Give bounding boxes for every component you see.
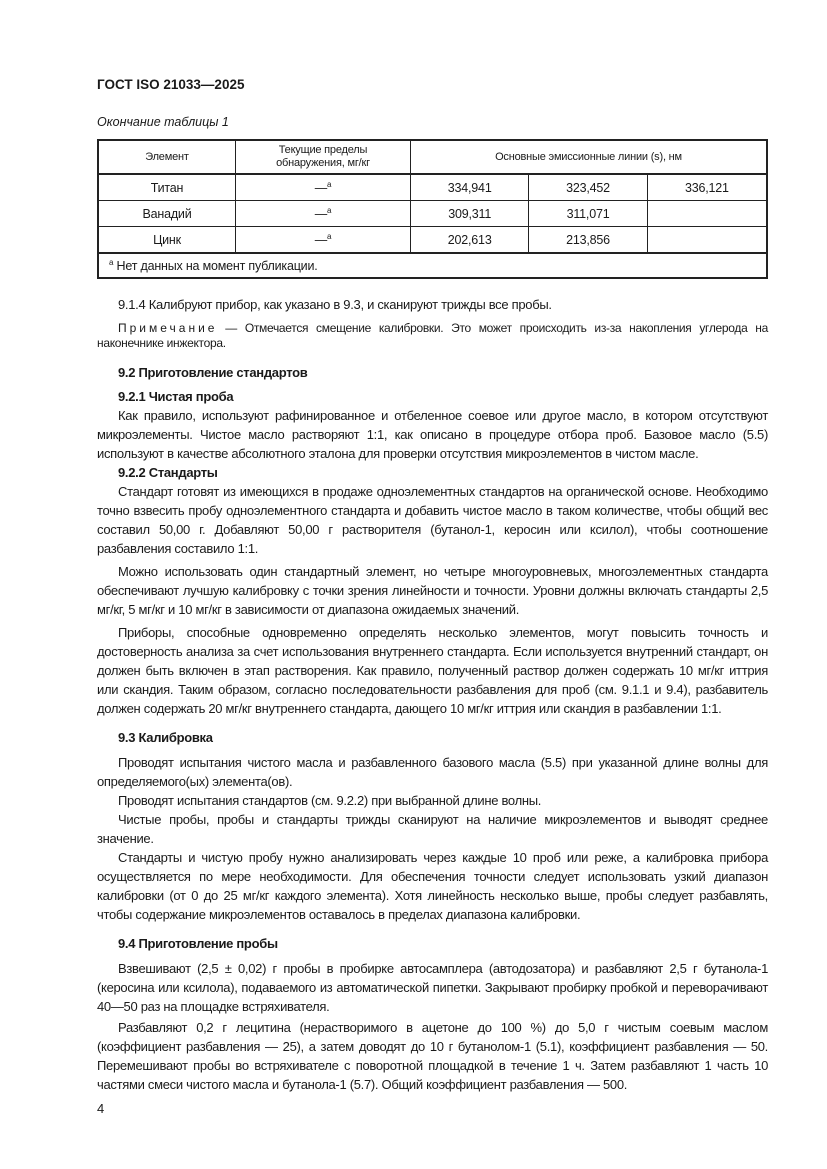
note: Примечание — Отмечается смещение калибровки. Это может происходить из-за накопления углерода на наконечнике инжектора. <box>97 321 768 350</box>
section-9-3 <box>97 728 768 924</box>
paragraph: Можно использовать один стандартный элемент, но четыре многоуровневых, многоэлементных стандарта обеспечивают лучшую калибровку с точки зрения линейности и точности. Уровни должны включать стандарты 2,5 мг/кг, 5 мг/кг и 10 мг/кг в зависимости от диапазона ожидаемых значений. <box>97 564 768 617</box>
cell-element: Цинк <box>98 227 236 254</box>
col-header-limits: Текущие пределы обнаружения, мг/кг <box>236 140 411 174</box>
cell-limit: —$^a$ <box>236 201 411 227</box>
emission-lines-table <box>97 139 768 279</box>
paragraph: Стандарт готовят из имеющихся в продаже одноэлементных стандартов на органической основе. Необходимо точно взвесить пробу одноэлементного стандарта и добавить чистое масло в таком количестве, чтобы общий вес составил 50,00 г. Добавляют 50,00 г растворителя (бутанол-1, керосин или ксилол), чтобы соотношение разбавления составило 1:1. <box>97 484 768 556</box>
cell-limit: —$^a$ <box>236 174 411 201</box>
table-row <box>98 227 767 254</box>
table-footnote: $^a$ Нет данных на момент публикации. <box>98 253 767 278</box>
table-header-row <box>98 140 767 174</box>
paragraph: 9.1.4 Калибруют прибор, как указано в 9.3, и сканируют трижды все пробы. <box>118 297 552 312</box>
cell-line: 336,121 <box>647 174 767 201</box>
paragraph: Проводят испытания стандартов (см. 9.2.2) при выбранной длине волны. <box>118 793 542 808</box>
section-9-2 <box>97 363 768 718</box>
cell-line <box>647 201 767 227</box>
cell-line: 213,856 <box>529 227 647 254</box>
subsection-heading: 9.2.1 Чистая проба <box>118 389 234 404</box>
section-9-4 <box>97 934 768 1094</box>
paragraph: Взвешивают (2,5 ± 0,02) г пробы в пробирке автосамплера (автодозатора) и разбавляют 2,5 г бутанола-1 (керосина или ксилола), подаваемого из автоматической пипетки. Закрывают пробирку пробкой и переворачивают 40—50 раз на площадке встряхивателя. <box>97 961 768 1014</box>
note-label: Примечание <box>118 321 218 335</box>
cell-element: Ванадий <box>98 201 236 227</box>
table-footnote-row <box>98 253 767 278</box>
table-row <box>98 174 767 201</box>
cell-line: 309,311 <box>411 201 529 227</box>
subsection-heading: 9.2.2 Стандарты <box>118 465 218 480</box>
table-row <box>98 201 767 227</box>
cell-limit: —$^a$ <box>236 227 411 254</box>
col-header-lines: Основные эмиссионные линии (s), нм <box>411 140 768 174</box>
paragraph: Приборы, способные одновременно определять несколько элементов, могут повысить точность и достоверность анализа за счет использования внутреннего стандарта. Если используется внутренний стандарт, он должен быть включен в этап растворения. Как правило, полученный раствор должен содержать 10 мг/кг иттрия или скандия. Таким образом, согласно последовательности разбавления для проб (см. 9.1.1 и 9.4), разбавитель должен содержать 20 мг/кг внутреннего стандарта, дающего 10 мг/кг иттрия или скандия в разбавлении 1:1. <box>97 625 768 716</box>
cell-line: 311,071 <box>529 201 647 227</box>
section-heading: 9.2 Приготовление стандартов <box>118 365 308 380</box>
cell-element: Титан <box>98 174 236 201</box>
cell-line <box>647 227 767 254</box>
col-header-element: Элемент <box>98 140 236 174</box>
document-id: ГОСТ ISO 21033—2025 <box>97 77 245 92</box>
cell-line: 334,941 <box>411 174 529 201</box>
cell-line: 323,452 <box>529 174 647 201</box>
cell-line: 202,613 <box>411 227 529 254</box>
paragraph: Как правило, используют рафинированное и отбеленное соевое или другое масло, в котором отсутствуют микроэлементы. Чистое масло растворяют 1:1, как описано в процедуре отбора проб. Базовое масло (5.5) используют в качестве абсолютного эталона для проверки отсутствия микроэлементов в чистом масле. <box>97 408 768 461</box>
paragraph: Проводят испытания чистого масла и разбавленного базового масла (5.5) при указанной длине волны для определяемого(ых) элемента(ов). <box>97 755 768 789</box>
paragraph: Стандарты и чистую пробу нужно анализировать через каждые 10 проб или реже, а калибровка прибора осуществляется по мере необходимости. Для обеспечения точности следует использовать узкий диапазон калибровки (от 0 до 25 мг/кг каждого элемента). Хотя линейность несколько выше, пробы следует разбавлять, чтобы содержание микроэлементов оставалось в пределах диапазона калибровки. <box>97 850 768 922</box>
section-9-1-4 <box>97 295 768 351</box>
paragraph: Чистые пробы, пробы и стандарты трижды сканируют на наличие микроэлементов и выводят среднее значение. <box>97 812 768 846</box>
section-heading: 9.4 Приготовление пробы <box>118 936 278 951</box>
page-number: 4 <box>97 1101 105 1116</box>
section-heading: 9.3 Калибровка <box>118 730 213 745</box>
table-caption: Окончание таблицы 1 <box>97 115 229 129</box>
paragraph: Разбавляют 0,2 г лецитина (нерастворимого в ацетоне до 100 %) до 5,0 г чистым соевым маслом (коэффициент разбавления — 25), а затем доводят до 10 г бутанолом-1 (5.1), коэффициент разбавления — 50. Перемешивают пробы во встряхивателе с поворотной площадкой в течение 1 ч. Затем разбавляют 1 часть 10 частями смеси чистого масла и бутанола-1 (5.7). Общий коэффициент разбавления — 500. <box>97 1020 768 1092</box>
